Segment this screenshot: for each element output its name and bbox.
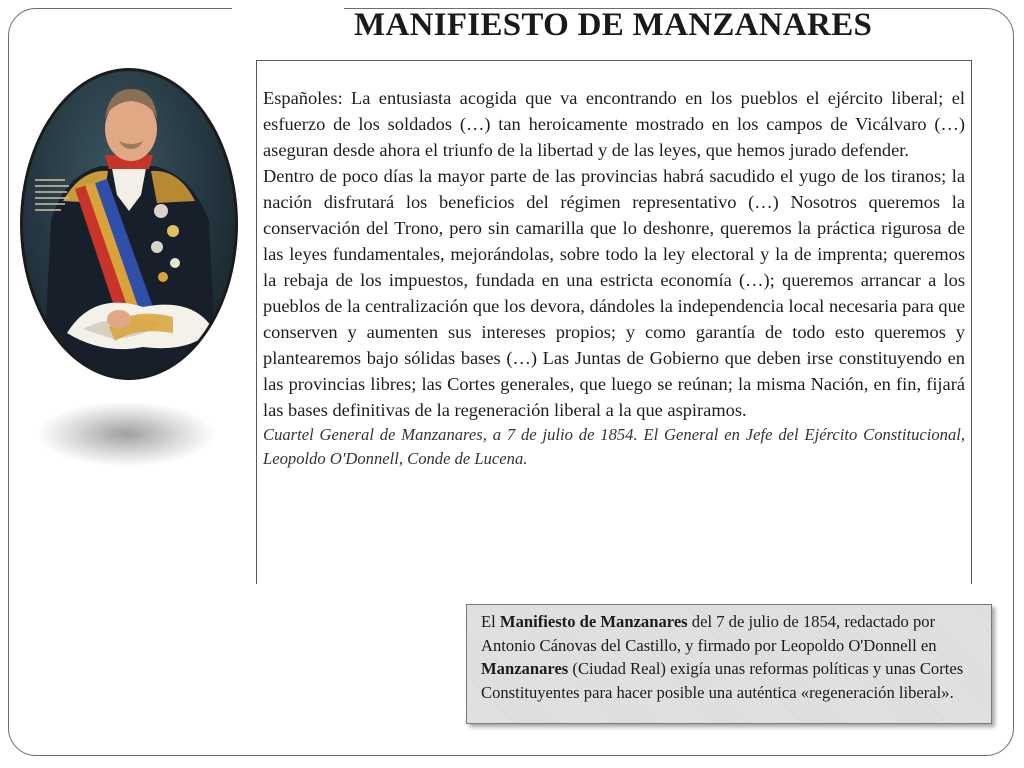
caption-text-1: El (481, 612, 500, 631)
portrait-image (20, 68, 238, 380)
manifesto-signature: Cuartel General de Manzanares, a 7 de julio de 1854. El General en Jefe del Ejército Constitucional, Leopoldo O'Donnell, Conde de Lucena. (263, 425, 965, 468)
portrait-shadow (38, 402, 214, 466)
manifesto-text-box (256, 60, 972, 584)
caption-text-3: (Ciudad Real) exigía unas reformas políticas y unas Cortes Constituyentes para hacer posible una auténtica «regeneración liberal». (481, 659, 964, 702)
caption-text-2: del 7 de julio de 1854, redactado por Antonio Cánovas del Castillo, y firmado por Leopoldo O'Donnell en (481, 612, 937, 655)
caption-bold-manzanares: Manzanares (481, 659, 569, 678)
manifesto-paragraph-2: Dentro de poco días la mayor parte de las provincias habrá sacudido el yugo de los tiranos; la nación disfrutará los beneficios del régimen representativo (…) Nosotros queremos la conservación del Trono, pero sin camarilla que lo deshonre, queremos la práctica rigurosa de las leyes fundamentales, mejorándolas, sobre todo la ley electoral y la de imprenta; queremos la rebaja de los impuestos, fundada en una estricta economía (…); queremos arrancar a los pueblos de la centralización que los devora, dándoles la independencia local necesaria para que conserven y aumenten sus intereses propios; y como garantía de todo esto queremos y plantearemos bajo sólidas bases (…) Las Juntas de Gobierno que deben irse constituyendo en las provincias libres; las Cortes generales, que luego se reúnan; la misma Nación, en fin, fijará las bases definitivas de la regeneración liberal a la que aspiramos. (263, 166, 965, 420)
caption-bold-manifesto: Manifiesto de Manzanares (499, 612, 688, 631)
caption-box (466, 604, 992, 724)
manifesto-paragraph-1: Españoles: La entusiasta acogida que va encontrando en los pueblos el ejército liberal; el esfuerzo de los soldados (…) tan heroicamente mostrado en los campos de Vicálvaro (…) aseguran desde ahora el triunfo de la libertad y de las leyes, que hemos jurado defender. (263, 88, 965, 160)
frame-gap (232, 2, 344, 16)
caption-text (481, 610, 981, 704)
page-title: MANIFIESTO DE MANZANARES (354, 7, 873, 43)
portrait-graphic (23, 71, 235, 377)
